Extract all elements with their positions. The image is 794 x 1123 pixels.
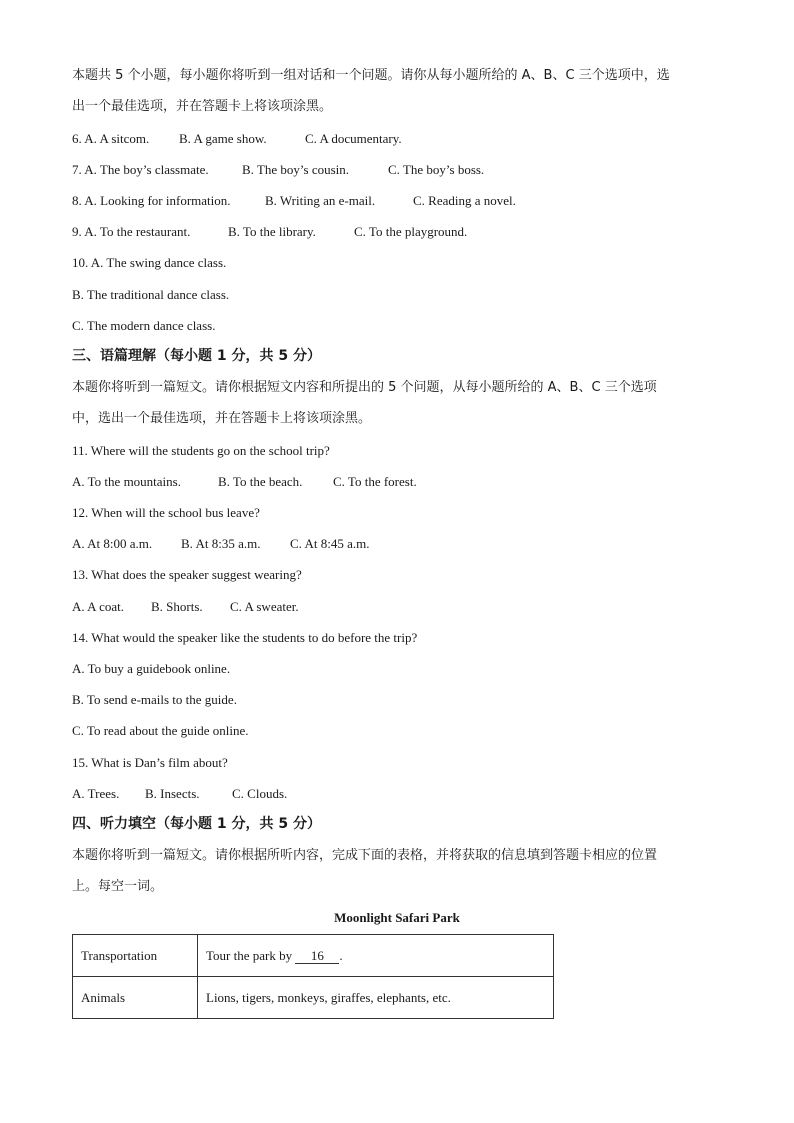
option-6b[interactable]: B. A game show.	[179, 131, 267, 146]
section2-instruction-line1: 本题共 5 个小题，每小题你将听到一组对话和一个问题。请你从每小题所给的 A、B、C 三个选项中，选	[72, 68, 670, 83]
row-label-animals: Animals	[73, 977, 198, 1019]
transportation-text: Tour the park by	[206, 947, 296, 963]
option-10c[interactable]: C. The modern dance class.	[72, 318, 216, 333]
section4-heading: 四、听力填空（每小题 1 分，共 5 分）	[72, 816, 321, 832]
option-13a[interactable]: A. A coat.	[72, 599, 124, 614]
section3-heading: 三、语篇理解（每小题 1 分，共 5 分）	[72, 348, 321, 364]
option-10b[interactable]: B. The traditional dance class.	[72, 287, 230, 302]
option-7a[interactable]: 7. A. The boy’s classmate.	[72, 162, 209, 177]
question-11-stem: 11. Where will the students go on the school trip?	[72, 443, 330, 458]
question-14-stem: 14. What would the speaker like the students to do before the trip?	[72, 630, 418, 645]
question-12-options	[72, 535, 369, 553]
option-7c[interactable]: C. The boy’s boss.	[388, 162, 485, 177]
question-9-options	[72, 223, 467, 241]
question-8-options	[72, 192, 516, 210]
table-row	[73, 935, 554, 977]
option-12a[interactable]: A. At 8:00 a.m.	[72, 536, 153, 551]
question-11-options	[72, 473, 417, 491]
question-15-options	[72, 785, 287, 803]
option-10a[interactable]: 10. A. The swing dance class.	[72, 255, 227, 270]
row-value-transportation	[198, 935, 554, 977]
option-9a[interactable]: 9. A. To the restaurant.	[72, 224, 191, 239]
table-row	[73, 977, 554, 1019]
section3-instruction-line2: 中，选出一个最佳选项，并在答题卡上将该项涂黑。	[72, 411, 372, 426]
section2-instruction-line2: 出一个最佳选项，并在答题卡上将该项涂黑。	[72, 99, 333, 114]
option-12b[interactable]: B. At 8:35 a.m.	[181, 536, 261, 551]
option-9c[interactable]: C. To the playground.	[354, 224, 468, 239]
transportation-period: .	[339, 947, 343, 963]
option-14a[interactable]: A. To buy a guidebook online.	[72, 661, 231, 676]
option-6c[interactable]: C. A documentary.	[305, 131, 402, 146]
table-title: Moonlight Safari Park	[334, 910, 460, 925]
question-13-options	[72, 598, 299, 616]
question-13-stem: 13. What does the speaker suggest wearing?	[72, 567, 302, 582]
option-8b[interactable]: B. Writing an e-mail.	[265, 193, 376, 208]
option-7b[interactable]: B. The boy’s cousin.	[242, 162, 350, 177]
info-table	[72, 934, 554, 1019]
option-8c[interactable]: C. Reading a novel.	[413, 193, 516, 208]
section4-instruction-line1: 本题你将听到一篇短文。请你根据所听内容，完成下面的表格，并将获取的信息填到答题卡相应的位置	[72, 848, 658, 863]
option-14b[interactable]: B. To send e-mails to the guide.	[72, 692, 237, 707]
section4-instruction-line2: 上。每空一词。	[72, 879, 164, 894]
option-13c[interactable]: C. A sweater.	[230, 599, 299, 614]
question-6-options	[72, 130, 402, 148]
question-12-stem: 12. When will the school bus leave?	[72, 505, 260, 520]
question-15-stem: 15. What is Dan’s film about?	[72, 755, 228, 770]
row-label-transportation: Transportation	[73, 935, 198, 977]
section3-instruction-line1: 本题你将听到一篇短文。请你根据短文内容和所提出的 5 个问题，从每小题所给的 A、B、C 三个选项	[72, 380, 657, 395]
option-9b[interactable]: B. To the library.	[228, 224, 316, 239]
option-6a[interactable]: 6. A. A sitcom.	[72, 131, 150, 146]
question-7-options	[72, 161, 484, 179]
option-14c[interactable]: C. To read about the guide online.	[72, 723, 249, 738]
blank-16[interactable]: 16	[295, 949, 339, 964]
option-13b[interactable]: B. Shorts.	[151, 599, 203, 614]
option-15c[interactable]: C. Clouds.	[232, 786, 288, 801]
option-11c[interactable]: C. To the forest.	[333, 474, 417, 489]
option-8a[interactable]: 8. A. Looking for information.	[72, 193, 231, 208]
row-value-animals: Lions, tigers, monkeys, giraffes, elephants, etc.	[198, 977, 554, 1019]
option-11a[interactable]: A. To the mountains.	[72, 474, 181, 489]
option-12c[interactable]: C. At 8:45 a.m.	[290, 536, 370, 551]
option-15a[interactable]: A. Trees.	[72, 786, 120, 801]
option-11b[interactable]: B. To the beach.	[218, 474, 303, 489]
option-15b[interactable]: B. Insects.	[145, 786, 200, 801]
